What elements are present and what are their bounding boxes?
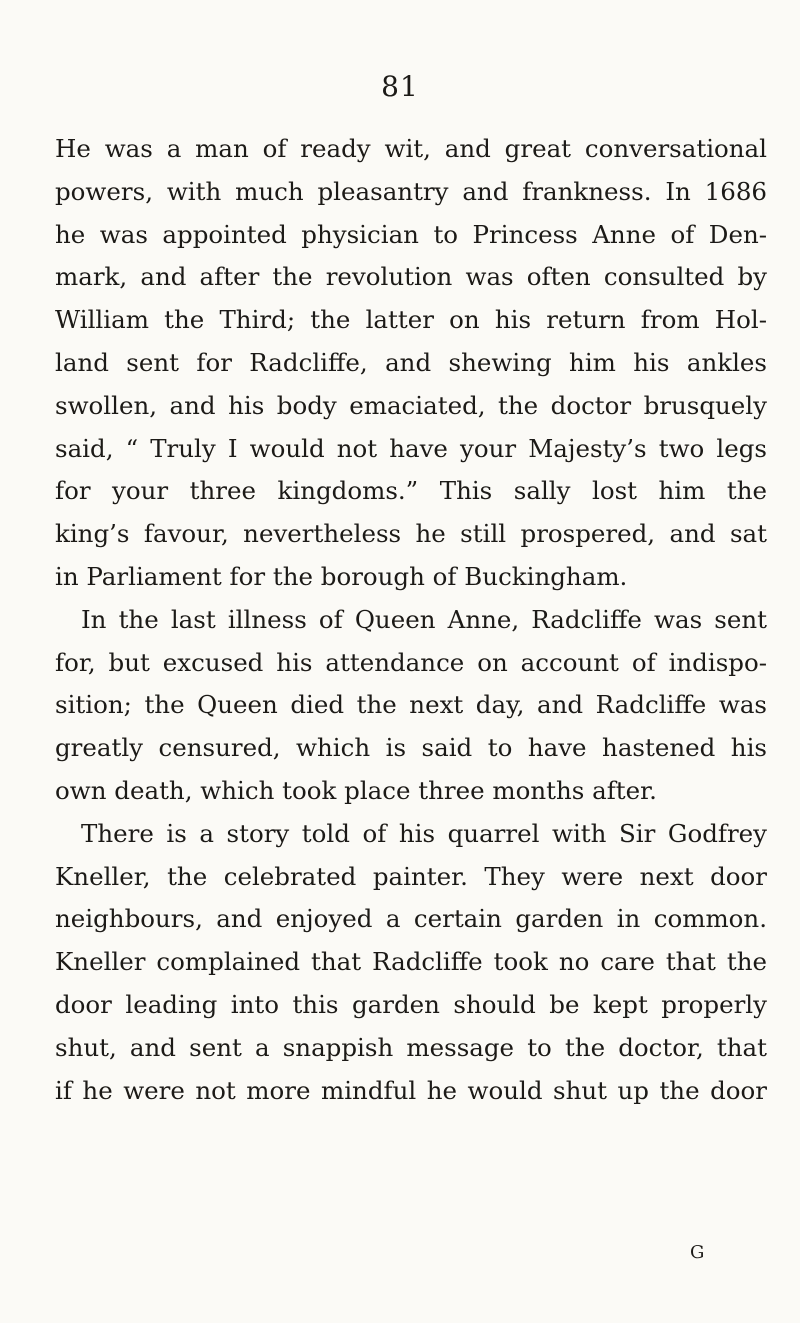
- text-line: William the Third; the latter on his return from Hol-: [55, 305, 767, 335]
- text-line: land sent for Radcliffe, and shewing him his ankles: [55, 347, 767, 377]
- text-line: He was a man of ready wit, and great conversational: [55, 134, 767, 163]
- body-text: [55, 128, 767, 1112]
- text-line: There is a story told of his quarrel with Sir Godfrey: [81, 818, 767, 848]
- text-line: powers, with much pleasantry and frankness. In 1686: [55, 176, 767, 206]
- text-line: Kneller complained that Radcliffe took no care that the: [55, 947, 767, 977]
- text-line: Kneller, the celebrated painter. They were next door: [55, 861, 767, 891]
- text-line: for, but excused his attendance on account of indispo-: [55, 647, 767, 677]
- text-line: neighbours, and enjoyed a certain garden in common.: [55, 904, 767, 934]
- text-line: door leading into this garden should be kept properly: [55, 989, 767, 1019]
- text-line: he was appointed physician to Princess Anne of Den-: [55, 219, 767, 249]
- text-line: king’s favour, nevertheless he still prospered, and sat: [55, 519, 767, 549]
- text-line: if he were not more mindful he would shut up the door: [55, 1075, 767, 1105]
- text-line: greatly censured, which is said to have hastened his: [55, 733, 767, 763]
- signature-mark: G: [690, 1242, 705, 1263]
- page-number: 81: [381, 70, 419, 103]
- text-line: shut, and sent a snappish message to the doctor, that: [55, 1032, 767, 1062]
- text-line: in Parliament for the borough of Buckingham.: [55, 561, 628, 591]
- text-line: own death, which took place three months after.: [55, 775, 657, 805]
- text-line: sition; the Queen died the next day, and Radcliffe was: [55, 690, 767, 720]
- text-line: said, “ Truly I would not have your Majesty’s two legs: [55, 433, 767, 463]
- text-line: In the last illness of Queen Anne, Radcliffe was sent: [81, 604, 767, 634]
- text-line: mark, and after the revolution was often consulted by: [55, 262, 767, 292]
- text-line: for your three kingdoms.” This sally lost him the: [55, 476, 767, 506]
- text-line: swollen, and his body emaciated, the doctor brusquely: [55, 390, 767, 420]
